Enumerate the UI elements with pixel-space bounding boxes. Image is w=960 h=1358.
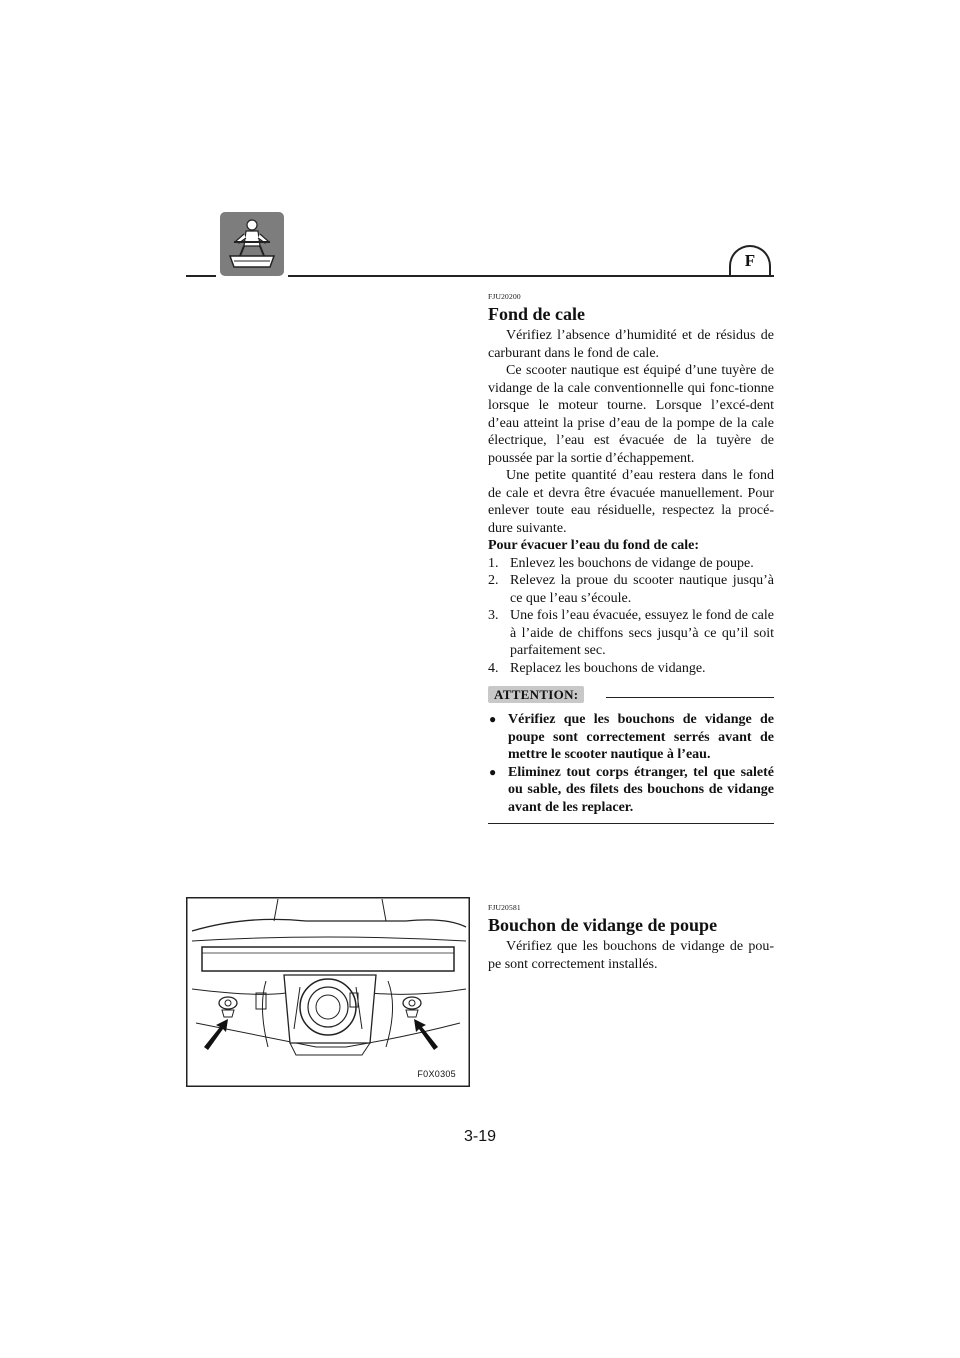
attention-list (488, 711, 774, 816)
paragraph: Vérifiez l’absence d’humidité et de résidus de carburant dans le fond de cale. (488, 328, 774, 361)
procedure-heading: Pour évacuer l’eau du fond de cale: (488, 538, 700, 553)
section-bilge (488, 292, 774, 824)
procedure-steps (488, 555, 774, 678)
section-stern-drain-plug (488, 903, 774, 973)
bullet-icon: ● (489, 764, 497, 779)
attention-rule (606, 697, 774, 698)
page-number: 3-19 (463, 1128, 497, 1145)
drain-plug-illustration (186, 897, 470, 1087)
attention-end-rule (488, 823, 774, 824)
list-item: 1. Enlevez les bouchons de vidange de poupe. (488, 555, 754, 571)
list-item: 3. Une fois l’eau évacuée, essuyez le fond de cale à l’aide de chiffons secs jusqu’à ce qu’il soit parfaitement sec. (488, 608, 774, 658)
list-item: ● Vérifiez que les bouchons de vidange de poupe sont correctement serrés avant de mettre le scooter nautique à l’eau. (489, 712, 774, 762)
paragraph: Une petite quantité d’eau restera dans le fond de cale et devra être évacuée manuellement. Pour enlever toute eau résiduelle, respectez la procé-dure suivante. (488, 468, 774, 536)
list-item: 2. Relevez la proue du scooter nautique jusqu’à ce que l’eau s’écoule. (488, 573, 774, 606)
section-title: Fond de cale (488, 304, 585, 324)
paragraph: Ce scooter nautique est équipé d’une tuyère de vidange de la cale conventionnelle qui fonc-tionne lorsque le moteur tourne. Lorsque l’excé-dent d’eau atteint la prise d’eau de la pompe de la cale électrique, l’eau est évacuée de la tuyère de poussée par la sortie d’échappement. (488, 363, 774, 466)
section-code: FJU20200 (488, 292, 521, 301)
header-rule-right (288, 275, 774, 277)
list-item: ● Eliminez tout corps étranger, tel que saleté ou sable, des filets des bouchons de vidange avant de les replacer. (489, 764, 774, 815)
language-badge: F (729, 245, 771, 275)
list-item: 4. Replacez les bouchons de vidange. (488, 660, 706, 676)
figure-code: F0X0305 (417, 1069, 456, 1079)
attention-header (488, 686, 774, 703)
header-rule-left (186, 275, 216, 277)
paragraph: Vérifiez que les bouchons de vidange de pou-pe sont correctement installés. (488, 939, 774, 972)
attention-label: ATTENTION: (488, 686, 584, 703)
bullet-icon: ● (489, 712, 497, 726)
section-title: Bouchon de vidange de poupe (488, 915, 718, 935)
jet-ski-rider-icon (220, 212, 284, 276)
section-code: FJU20581 (488, 903, 521, 912)
